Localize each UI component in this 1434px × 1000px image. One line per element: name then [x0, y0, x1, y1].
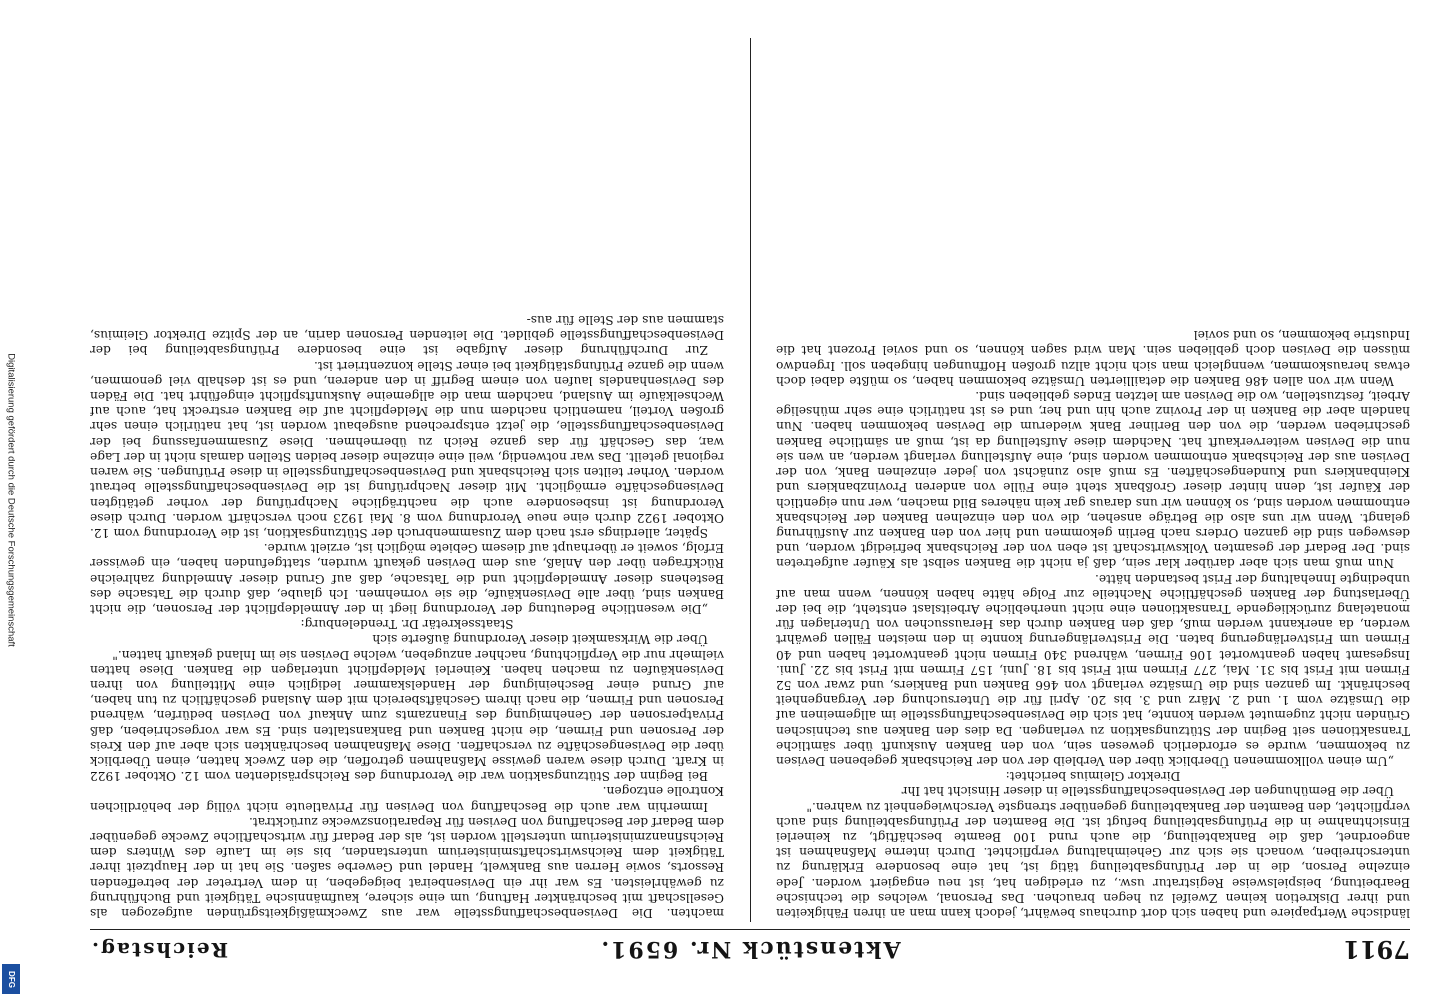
- scanned-page: [90, 38, 1410, 968]
- page-header: [90, 929, 1410, 968]
- paragraph: Wenn wir von allen 486 Banken die detaillierten Umsätze bekommen haben, so müßte dabei doch etwas herauskommen, wenngleich man sich nicht allzu großen Hoffnungen hingeben soll. Irgendwo müssen die Devisen doch geblieben sein. Man wird sagen können, so und soviel Prozent hat die Industrie bekommen, so und soviel: [776, 328, 1410, 388]
- paragraph: Über die Bemühungen der Devisenbeschaffungsstelle in dieser Hinsicht hat Ihr: [901, 784, 1394, 799]
- page-number: 7911: [1343, 935, 1410, 964]
- right-text-column: [90, 40, 724, 920]
- paragraph: Nun muß man sich aber darüber klar sein, daß ja nicht die Banken selbst als Käufer aufgetreten sind. Der Bedarf der gesamten Volkswirtschaft ist eben von der Reichsbank befriedigt worden, und deswegen sind die ganzen Orders nach Berlin gekommen und hier von den Banken zur Ausführung gelangt. Wenn wir uns also die Beträge ansehen, die von den einzelnen Banken der Reichsbank entnommen worden sind, so können wir uns daraus gar kein näheres Bild machen, wer nun eigentlich der Käufer ist, denn hinter dieser Großbank steht eine Fülle von anderen Provinzbankiers und Kleinbankiers und Kundengeschäften. Es muß also zunächst von jeder einzelnen Bank, von der Devisen aus der Reichsbank entnommen worden sind, eine Aufstellung verlangt werden, an wen sie nun die Devisen weiterverkauft hat. Nachdem diese Aufstellung da ist, muß an sämtliche Banken geschrieben werden, die von den Berliner Bank wiederum die Devisen bekommen haben. Nun handeln aber die Banken in der Provinz auch hin und her, und es ist natürlich eine sehr mühselige Arbeit, festzustellen, wo die Devisen am letzten Endes geblieben sind.: [776, 389, 1410, 571]
- paragraph: machten. Die Devisenbeschaffungsstelle war aus Zweckmäßigkeitsgründen aufgezogen als Gesellschaft mit beschränkter Haftung, um eine sichere, kaufmännische Tätigkeit und Buchführung zu gewährleisten. Es war ihr ein Devisenbeirat beigegeben, in dem Vertreter der betreffenden Ressorts, sowie Herren aus Bankwelt, Handel und Gewerbe saßen. Sie hat in der Hauptzeit ihrer Tätigkeit dem Reichswirtschaftsministerium unterstanden, bis sie im Laufe des Winters dem Reichsfinanzministerium unterstellt worden ist, als der Bedarf für wirtschaftliche Zwecke gegenüber dem Bedarf der Beschaffung von Devisen für Reparationszwecke zurücktrat.: [90, 814, 724, 920]
- paragraph: „Um einen vollkommenen Überblick über den Verbleib der von der Reichsbank gegebenen Devisen zu bekommen, wurde es erforderlich gewesen sein, von den Banken Auskunft über sämtliche Transaktionen seit Beginn der Stützungsaktion zu verlangen. Da dies den Banken aus technischen Gründen nicht zugemutet werden konnte, hat sich die Devisenbeschaffungsstelle im allgemeinen auf die Umsätze vom 1. und 2. März und 3. bis 20. April für die Untersuchung der Vergangenheit beschränkt. Im ganzen sind die Umsätze verlangt von 466 Banken und Bankiers, und zwar von 52 Firmen mit Frist bis 31. Mai, 277 Firmen mit Frist bis 18. Juni, 157 Firmen mit Frist bis 22. Juni. Insgesamt haben geantwortet 106 Firmen, während 340 Firmen nicht geantwortet haben und 40 Firmen um Fristverlängerung baten. Die Fristverlängerung konnte in den meisten Fällen gewährt werden, da anerkannt werden muß, daß den Banken durch das Heraussuchen von Unterlagen für monatelang zurückliegende Transaktionen eine nicht unerhebliche Arbeitslast entsteht, die bei der Überlastung der Banken geschäftliche Nachteile zur Folge hätte haben können, wenn man auf unbedingte Innehaltung der Frist bestanden hätte.: [776, 571, 1410, 768]
- paragraph: Zur Durchführung dieser Aufgabe ist eine besondere Prüfungsabteilung bei der Devisenbeschaffungsstelle gebildet. Die leitenden Personen darin, an der Spitze Direktor Gleimius, stammen aus der Stelle für aus-: [90, 313, 724, 358]
- paragraph: Immerhin war auch die Beschaffung von Devisen für Privatleute nicht völlig der behördlichen Kontrolle entzogen.: [90, 784, 724, 814]
- paragraph: Später, allerdings erst nach dem Zusammenbruch der Stützungsaktion, ist die Verordnung vom 12. Oktober 1922 durch eine neue Verordnung vom 8. Mai 1923 noch verschärft worden. Durch diese Verordnung ist insbesondere auch die nachträgliche Nachprüfung der vorher getätigten Devisengeschäfte ermöglicht. Mit dieser Nachprüfung ist die Devisenbeschaffungsstelle betraut worden. Vorher teilten sich Reichsbank und Devisenbeschaffungsstelle in diese Prüfungen. Sie waren regional geteilt. Das war notwendig, weil eine einzelne dieser beiden Stellen damals nicht in der Lage war, das Geschäft für das ganze Reich zu übernehmen. Diese Zusammenfassung bei der Devisenbeschaffungsstelle, die jetzt entsprechend ausgebaut worden ist, hat natürlich einen sehr großen Vorteil, namentlich nachdem nun die Meldepflicht auf die Banken erstreckt hat, auch auf Wechselkäufe im Ausland, nachdem man die allgemeine Auskunftspflicht eingeführt hat. Die Fäden des Devisenhandels laufen von einem Begriff in den anderen, und es ist deshalb viel genommen, wenn die ganze Prüfungstätigkeit bei einer Stelle konzentriert ist.: [90, 358, 724, 540]
- paragraph: Über die Wirksamkeit dieser Verordnung äußerte sich: [372, 632, 708, 647]
- speaker-heading: Direktor Gleimius berichtet:: [1005, 769, 1181, 784]
- paragraph: „Die wesentliche Bedeutung der Verordnung liegt in der Anmeldepflicht der Personen, die nicht Banken sind, über alle Devisenkäufe, die sie vornehmen. Ich glaube, daß durch die Tatsache des Bestehens dieser Anmeldepflicht und die Tatsache, daß auf Grund dieser Anmeldung zahlreiche Rückfragen über den Anlaß, aus dem Devisen gekauft wurden, stattgefunden haben, ein gewisser Erfolg, soweit er überhaupt auf diesem Gebiete möglich ist, erzielt wurde.: [90, 541, 724, 616]
- parliament-name: Reichstag.: [90, 938, 229, 962]
- dfg-logo: [2, 964, 20, 994]
- speaker-heading: Staatssekretär Dr. Trendelenburg:: [300, 617, 514, 632]
- paragraph: Bei Beginn der Stützungsaktion war die Verordnung des Reichspräsidenten vom 12. Oktober 1922 in Kraft. Durch diese waren gewisse Maßnahmen getroffen, die den Zweck hatten, einen Überblick über die Devisengeschäfte zu verschaffen. Diese Maßnahmen beschränkten sich aber auf den Kreis der Personen und Firmen, die nicht Banken und Bankanstalten sind. Es war vorgeschrieben, daß Privatpersonen der Genehmigung des Finanzamts zum Ankauf von Devisen bedürfen, während Personen und Firmen, die nach ihrem Geschäftsbereich mit dem Ausland geschäftlich zu tun haben, auf Grund einer Bescheinigung der Handelskammer lediglich eine Mitteilung von ihren Devisenkäufen zu machen haben. Keinerlei Meldepflicht unterlagen die Banken. Diese hatten vielmehr nur die Verpflichtung, nachher anzugeben, welche Devisen sie im Inland gekauft hatten.": [90, 647, 724, 784]
- digitization-credit: [0, 0, 22, 1000]
- paragraph: ländische Wertpapiere und haben sich dort durchaus bewährt, jedoch kann man an ihren Fähigkeiten und ihrer Diskretion keinen Zweifel zu hegen brauchen. Das Personal, welches die technische Bearbeitung, beispielsweise Registratur usw., zu erledigen hat, ist neu engagiert worden. Jede einzelne Person, die in der Prüfungsabteilung tätig ist, hat eine besondere Erklärung zu unterschreiben, wonach sie sich zur Geheimhaltung verpflichtet. Durch interne Maßnahmen ist angeordnet, daß die Bankabteilung, die auch rund 100 Beamte beschäftigt, zu keinerlei Einsichtnahme in die Prüfungsabteilung befugt ist. Die Beamten der Prüfungsabteilung sind auch verpflichtet, den Beamten der Bankabteilung gegenüber strengste Verschwiegenheit zu wahren.": [776, 799, 1410, 920]
- left-text-column: [776, 40, 1410, 920]
- column-divider: [750, 38, 751, 922]
- dfg-logo-text: DFG: [6, 970, 16, 988]
- document-reference: Aktenstück Nr. 6591.: [599, 936, 901, 962]
- credit-text: Digitalisierung gefördert durch die Deutsche Forschungsgemeinschaft: [5, 353, 17, 647]
